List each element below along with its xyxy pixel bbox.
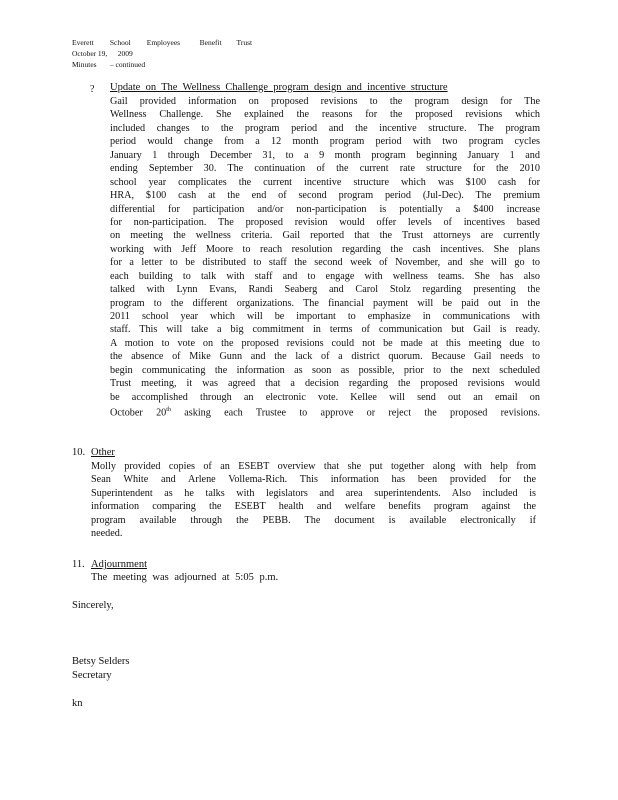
header-line-2	[72, 49, 133, 58]
header-word: Employees	[146, 38, 181, 47]
header-word: 2009	[117, 49, 133, 58]
paragraph-line: working with Jeff Moore to reach resolution regarding the cash incentives. She plans	[110, 243, 540, 255]
signatory-title: Secretary	[72, 670, 112, 681]
paragraph-line: needed.	[91, 528, 123, 540]
paragraph-line: program available through the PEBB. The document is available electronically if	[91, 514, 536, 526]
header-line-1	[72, 38, 252, 47]
paragraph-line: Superintendent as he talks with legislators and area superintendents. Also included is	[91, 487, 536, 499]
wellness-heading: Update on The Wellness Challenge program design and incentive structure	[110, 82, 448, 93]
paragraph-line: school year complicates the current incentive structure which was $100 cash for	[110, 176, 540, 188]
other-paragraph	[91, 460, 536, 541]
paragraph-line: January 1 through December 31, to a 9 month program beginning January 1 and	[110, 149, 540, 161]
adjournment-text: The meeting was adjourned at 5:05 p.m.	[91, 572, 279, 583]
paragraph-line: ending September 30. The continuation of the current rate structure for the 2010	[110, 163, 540, 175]
paragraph-line: Molly provided copies of an ESEBT overview that she put together along with help from	[91, 461, 536, 472]
header-word: Minutes	[72, 60, 97, 69]
paragraph-line: period would change from a 12 month program period with two program cycles	[110, 136, 540, 148]
paragraph-line-last	[110, 404, 540, 417]
paragraph-line: Trust meeting, it was agreed that a decision regarding the proposed revisions would	[110, 378, 540, 390]
header-word: Benefit	[199, 38, 222, 47]
paragraph-line: Wellness Challenge. She explained the reasons for the proposed revisions which	[110, 109, 540, 121]
header-word: School	[109, 38, 131, 47]
paragraph-line: information comparing the ESEBT health and welfare benefits program against the	[91, 501, 536, 513]
paragraph-line: on meeting the wellness criteria. Gail reported that the Trust attorneys are currently	[110, 230, 540, 242]
header-word: October	[72, 49, 97, 58]
header-line-3	[72, 60, 145, 69]
paragraph-line: for non-participation. The proposed revision would offer levels of incentives based	[110, 216, 540, 228]
paragraph-line: differential for participation and/or non-participation is potentially a $400 increase	[110, 203, 540, 215]
date-text: October 20	[110, 407, 167, 418]
paragraph-line: Sean White and Arlene Vollema-Rich. This information has been provided for the	[91, 474, 536, 486]
paragraph-line: HRA, $100 cash at the end of second program period (Jul-Dec). The premium	[110, 190, 540, 202]
other-heading: Other	[91, 447, 115, 458]
section-number-other: 10.	[72, 447, 86, 458]
paragraph-line: staff. This will take a big commitment in terms of communication but Gail is ready.	[110, 324, 540, 336]
paragraph-line-tail: asking each Trustee to approve or reject the proposed revisions.	[170, 407, 540, 418]
header-word: Everett	[72, 38, 94, 47]
header-word: – continued	[109, 60, 146, 69]
paragraph-line: program to the different organizations. The financial payment will be paid out in the	[110, 297, 540, 309]
paragraph-line: for a letter to be distributed to staff the second week of November, and she will go to	[110, 257, 540, 269]
ordinal-suffix: th	[166, 407, 171, 414]
paragraph-line: begin communicating the information as soon as possible, prior to the next scheduled	[110, 364, 540, 376]
bullet-marker: ?	[90, 84, 95, 95]
wellness-paragraph	[110, 95, 540, 418]
paragraph-line: talked with Lynn Evans, Randi Seaberg and Carol Stolz regarding presenting the	[110, 284, 540, 296]
signatory-name: Betsy Selders	[72, 656, 130, 667]
closing-sincerely: Sincerely,	[72, 600, 114, 611]
typist-initials: kn	[72, 698, 83, 709]
paragraph-line: 2011 school year which will be important to emphasize in communications with	[110, 311, 540, 322]
paragraph-line: the absence of Mike Gunn and the lack of a district quorum. Because Gail needs to	[110, 351, 540, 363]
paragraph-line: be accomplished through an electronic vote. Kellee will send out an email on	[110, 391, 540, 403]
header-word: 19,	[97, 49, 108, 58]
section-number-adjournment: 11.	[72, 559, 85, 570]
adjournment-heading: Adjournment	[91, 559, 147, 570]
paragraph-line: A motion to vote on the proposed revisions could not be made at this meeting due to	[110, 337, 540, 349]
paragraph-line: included changes to the program period and the incentive structure. The program	[110, 122, 540, 134]
paragraph-line: Gail provided information on proposed revisions to the program design for The	[110, 96, 540, 107]
paragraph-line: each building to talk with staff and to engage with wellness teams. She has also	[110, 270, 540, 282]
header-word: Trust	[236, 38, 253, 47]
